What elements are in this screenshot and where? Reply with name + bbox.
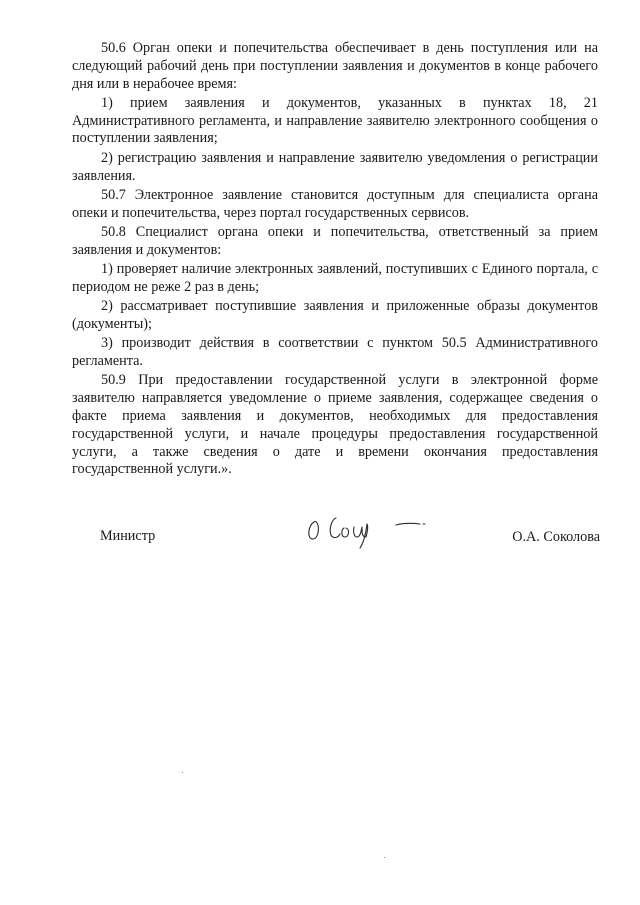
signatory-name: О.А. Соколова (512, 529, 600, 545)
paragraph-50-8: 50.8 Специалист органа опеки и попечительства, ответственный за прием заявления и документов: (72, 223, 598, 258)
list-item-1: 1) прием заявления и документов, указанных в пунктах 18, 21 Административного регламента, и направление заявителю электронного сообщения о поступлении заявления; (72, 94, 598, 147)
list-item-3b: 3) производит действия в соответствии с пунктом 50.5 Административного регламента. (72, 335, 598, 370)
list-item-2: 2) регистрацию заявления и направление заявителю уведомления о регистрации заявления. (72, 149, 598, 184)
paragraph-50-6: 50.6 Орган опеки и попечительства обеспечивает в день поступления или на следующий рабочий день при поступлении заявления и документов в конце рабочего дня или в нерабочее время: (72, 40, 598, 92)
list-item-2b: 2) рассматривает поступившие заявления и приложенные образы документов (документы); (72, 298, 598, 332)
list-item-1b: 1) проверяет наличие электронных заявлений, поступивших с Единого портала, с периодом не реже 2 раз в день; (72, 261, 598, 295)
handwritten-signature (300, 508, 440, 552)
scan-speck (384, 857, 385, 858)
signature-block (100, 524, 600, 564)
paragraph-50-7: 50.7 Электронное заявление становится доступным для специалиста органа опеки и попечительства, через портал государственных сервисов. (72, 186, 598, 221)
document-body (72, 40, 598, 481)
position-title: Министр (100, 528, 156, 544)
paragraph-50-9: 50.9 При предоставлении государственной услуги в электронной форме заявителю направляется уведомление о приеме заявления, содержащее сведения о факте приема заявления и документов, необходимых для предоставления государственной услуги, и начале процедуры предоставления государственной услуги, а также сведения о дате и времени окончания предоставления государственной услуги.». (72, 372, 598, 478)
scan-speck (182, 772, 183, 773)
